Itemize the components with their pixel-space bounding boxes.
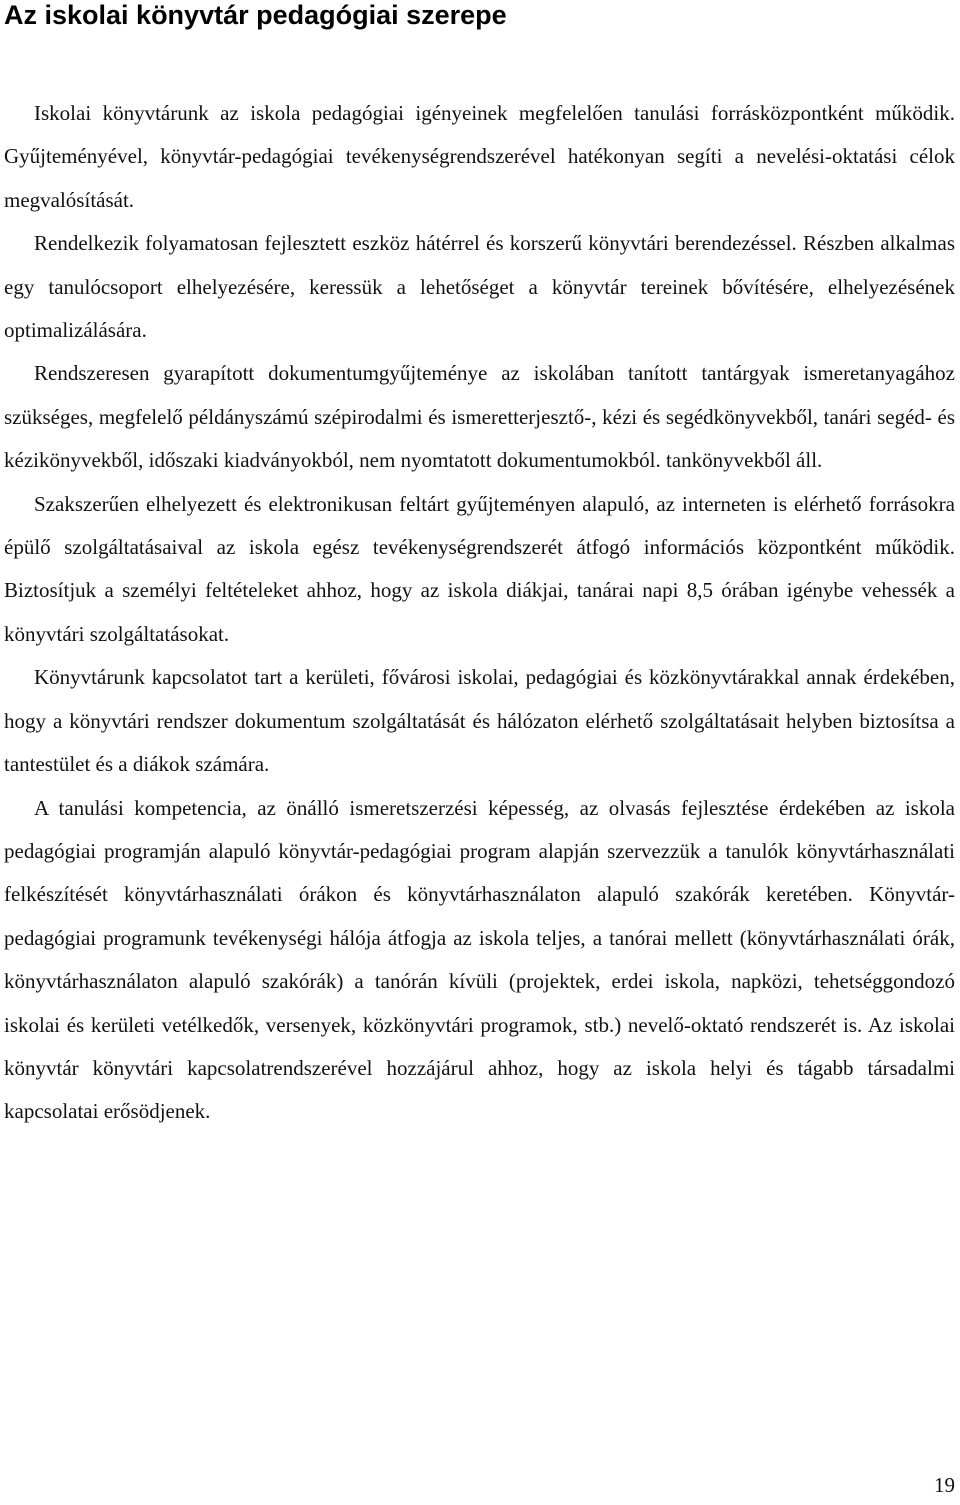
document-body xyxy=(4,92,955,1134)
page-number: 19 xyxy=(934,1473,955,1497)
paragraph-library-role: Iskolai könyvtárunk az iskola pedagógiai igényeinek megfelelően tanulási forrásközpontként működik. Gyűjteményével, könyvtár-pedagógiai tevékenységrendszerével hatékonyan segíti a nevelési-oktatási célok megvalósítását. xyxy=(4,101,955,212)
paragraph-collection: Rendszeresen gyarapított dokumentumgyűjteménye az iskolában tanított tantárgyak ismeretanyagához szükséges, megfelelő példányszámú szépirodalmi és ismeretterjesztő-, kézi és segédkönyvekből, tanári segéd- és kézikönyvekből, időszaki kiadványokból, nem nyomtatott dokumentumokból. tankönyvekből áll. xyxy=(4,361,955,473)
paragraph-learning-competence: A tanulási kompetencia, az önálló ismeretszerzési képesség, az olvasás fejlesztése érdekében az iskola pedagógiai programján alapuló könyvtár-pedagógiai program alapján szervezzük a tanulók könyvtárhasználati felkészítését könyvtárhasználati órákon és könyvtárhasználaton alapuló szakórák keretében. Könyvtár-pedagógiai programunk tevékenységi hálója átfogja az iskola teljes, a tanórai mellett (könyvtárhasználati órák, könyvtárhasználaton alapuló szakórák) a tanórán kívüli (projektek, erdei iskola, napközi, tehetséggondozó iskolai és kerületi vetélkedők, versenyek, közkönyvtári programok, stb.) nevelő-oktató rendszerét is. Az iskolai könyvtár könyvtári kapcsolatrendszerével hozzájárul ahhoz, hogy az iskola helyi és tágabb társadalmi kapcsolatai erősödjenek. xyxy=(4,795,955,1124)
page-title: Az iskolai könyvtár pedagógiai szerepe xyxy=(4,0,507,30)
paragraph-library-network: Könyvtárunk kapcsolatot tart a kerületi, fővárosi iskolai, pedagógiai és közkönyvtárakkal annak érdekében, hogy a könyvtári rendszer dokumentum szolgáltatását és hálózaton elérhető szolgáltatásait helyben biztosítsa a tantestület és a diákok számára. xyxy=(4,665,955,777)
paragraph-information-center: Szakszerűen elhelyezett és elektronikusan feltárt gyűjteményen alapuló, az interneten is elérhető forrásokra épülő szolgáltatásaival az iskola egész tevékenységrendszerét átfogó információs központként működik. Biztosítjuk a személyi feltételeket ahhoz, hogy az iskola diákjai, tanárai napi 8,5 órában igénybe vehessék a könyvtári szolgáltatásokat. xyxy=(4,491,955,646)
paragraph-equipment: Rendelkezik folyamatosan fejlesztett eszköz hátérrel és korszerű könyvtári berendezéssel. Részben alkalmas egy tanulócsoport elhelyezésére, keressük a lehetőséget a könyvtár tereinek bővítésére, elhelyezésének optimalizálására. xyxy=(4,231,955,343)
